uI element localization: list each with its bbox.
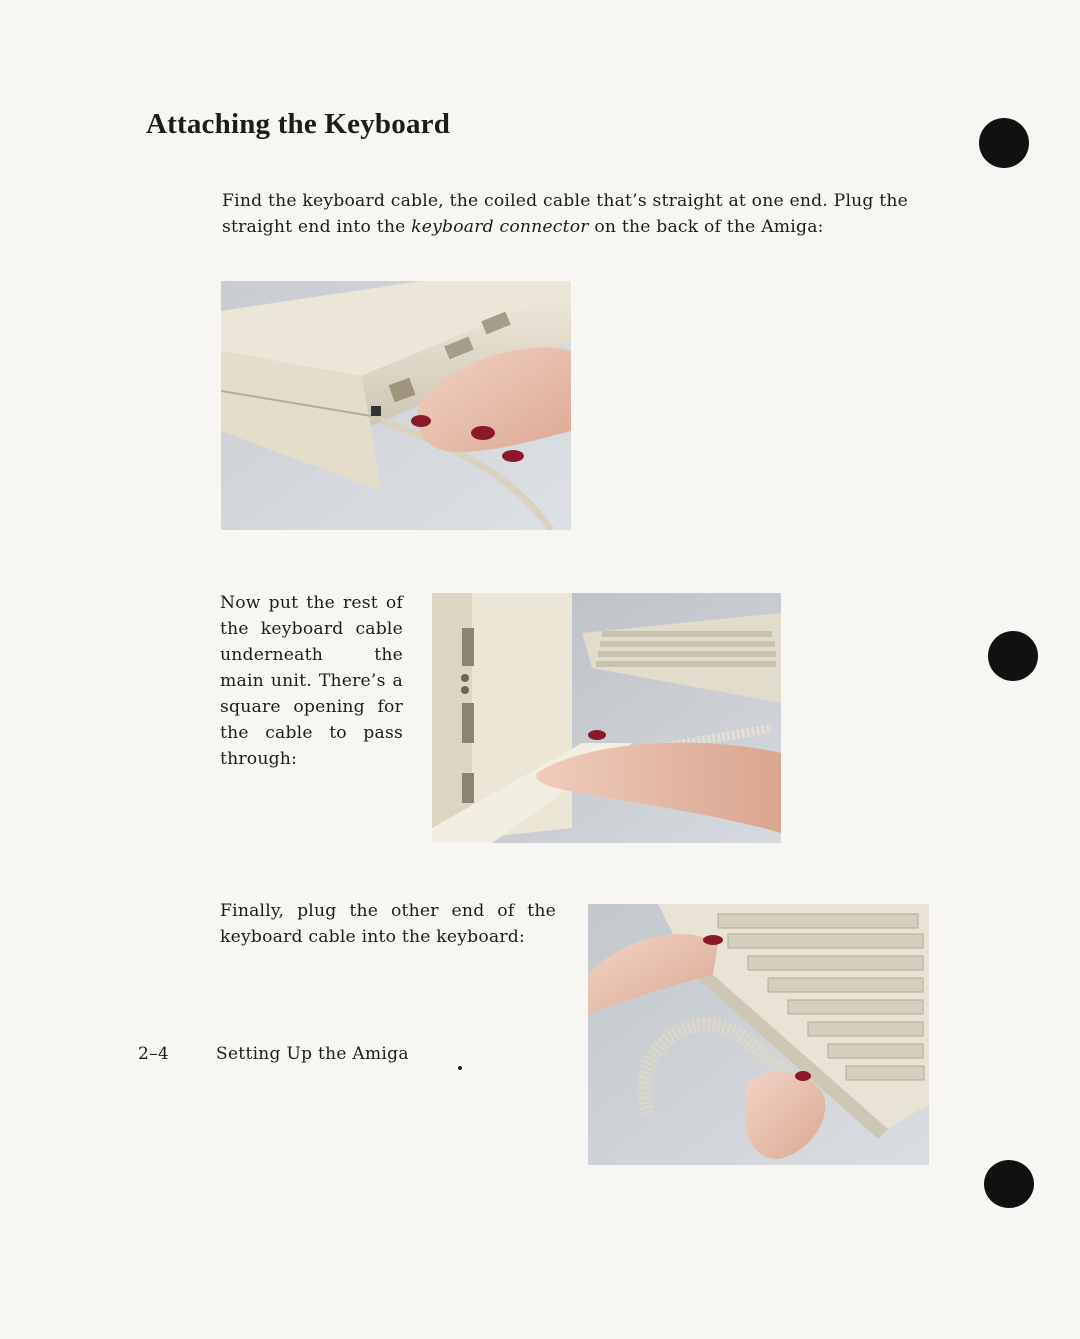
binder-hole-top bbox=[979, 118, 1029, 168]
intro-text-2: on the back of the Amiga: bbox=[588, 217, 824, 237]
photo-keyboard-plug bbox=[588, 904, 929, 1165]
plug-keyboard-paragraph: Finally, plug the other end of the keyboard cable into the keyboard: bbox=[220, 901, 556, 947]
binder-hole-middle bbox=[988, 631, 1038, 681]
intro-text-1: Find the keyboard cable, the coiled cable that’s straight at one end. Plug the straight end into the bbox=[222, 191, 909, 237]
intro-paragraph bbox=[222, 188, 952, 240]
section-title: Setting Up the Amiga bbox=[216, 1044, 409, 1064]
cable-underneath-paragraph: Now put the rest of the keyboard cable underneath the main unit. There’s a square opening for the cable to pass through: bbox=[220, 593, 403, 769]
photo-keyboard-connector bbox=[221, 281, 571, 530]
page-title: Attaching the Keyboard bbox=[146, 108, 451, 140]
binder-hole-bottom bbox=[984, 1160, 1034, 1208]
page-footer bbox=[138, 1044, 409, 1064]
keyboard-connector-term: keyboard connector bbox=[411, 217, 589, 237]
paper-speck bbox=[458, 1066, 462, 1070]
page-number: 2–4 bbox=[138, 1044, 170, 1064]
photo-cable-underneath bbox=[432, 593, 781, 843]
